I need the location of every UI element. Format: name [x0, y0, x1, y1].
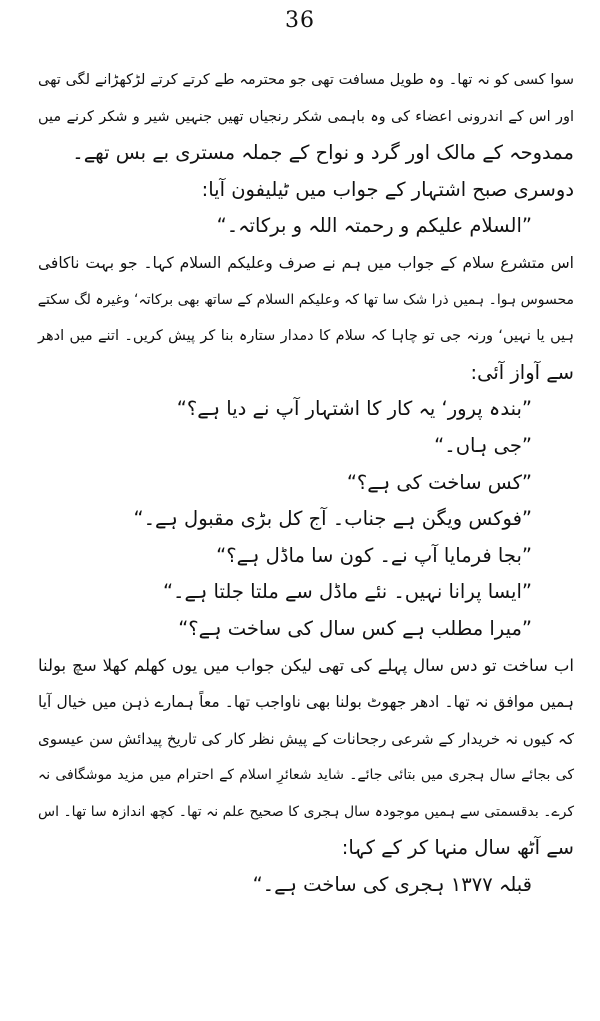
text-line: ”بندہ پرور‘ یہ کار کا اشتہار آپ نے دیا ہے؟“	[176, 397, 532, 421]
text-line: ”بجا فرمایا آپ نے۔ کون سا ماڈل ہے؟“	[216, 543, 532, 567]
text-line: ”فوکس ویگن ہے جناب۔ آج کل بڑی مقبول ہے۔“	[133, 507, 532, 531]
text-line: ہیں یا نہیں‘ ورنہ جی تو چاہا کہ سلام کا دمدار ستارہ بنا کر پیش کریں۔ اتنے میں ادھر	[38, 328, 574, 345]
text-line: ”جی ہاں۔“	[434, 433, 532, 457]
text-line: سے آواز آئی:	[470, 360, 574, 384]
text-line: ہمیں موافق نہ تھا۔ ادھر جھوٹ بولنا بھی ناواجب تھا۔ معاً ہمارے ذہن میں خیال آیا	[38, 693, 574, 712]
text-line: کرے۔ بدقسمتی سے ہمیں موجودہ سال ہجری کا صحیح علم نہ تھا۔ کچھ اندازہ سا تھا۔ اس	[38, 803, 574, 820]
text-line: دوسری صبح اشتہار کے جواب میں ٹیلیفون آیا:	[201, 177, 574, 201]
page-number: 36	[285, 8, 315, 33]
text-line: محسوس ہوا۔ ہمیں ذرا شک سا تھا کہ وعلیکم السلام کے ساتھ بھی برکاتہ‘ وغیرہ لگ سکتے	[37, 291, 574, 308]
text-line: ”میرا مطلب ہے کس سال کی ساخت ہے؟“	[178, 616, 532, 640]
text-line: ممدوحہ کے مالک اور گرد و نواح کے جملہ مستری بے بس تھے۔	[72, 141, 574, 165]
text-line: ”ایسا پرانا نہیں۔ نئے ماڈل سے ملتا جلتا ہے۔“	[162, 580, 532, 604]
text-line: کی بجائے سال ہجری میں بتائی جائے۔ شاید شعائرِ اسلام کے احترام میں مزید موشگافی نہ	[38, 767, 574, 784]
text-line: کہ کیوں نہ خریدار کے شرعی رجحانات کے پیش نظر کار کی تاریخ پیدائش سن عیسوی	[38, 729, 574, 748]
text-line: اب ساخت تو دس سال پہلے کی تھی لیکن جواب میں یوں کھلم کھلا سچ بولنا	[38, 655, 574, 675]
text-line: ”السلام علیکم و رحمتہ اللہ و برکاتہ۔“	[216, 214, 532, 238]
text-line: اس متشرع سلام کے جواب میں ہم نے صرف وعلیکم السلام کہا۔ جو بہت ناکافی	[38, 253, 574, 272]
text-line: قبلہ ۱۳۷۷ ہجری کی ساخت ہے۔“	[252, 873, 532, 897]
body-text	[38, 62, 574, 904]
text-line: سے آٹھ سال منہا کر کے کہا:	[341, 836, 574, 860]
text-line: سوا کسی کو نہ تھا۔ وہ طویل مسافت تھی جو محترمہ طے کرتے کرتے لڑکھڑانے لگی تھی	[38, 72, 574, 88]
text-line: ”کس ساخت کی ہے؟“	[346, 470, 532, 494]
text-line: اور اس کے اندرونی اعضاء کی وہ باہمی شکر رنجیاں تھیں جنہیں شیر و شکر کرنے میں	[38, 108, 574, 125]
